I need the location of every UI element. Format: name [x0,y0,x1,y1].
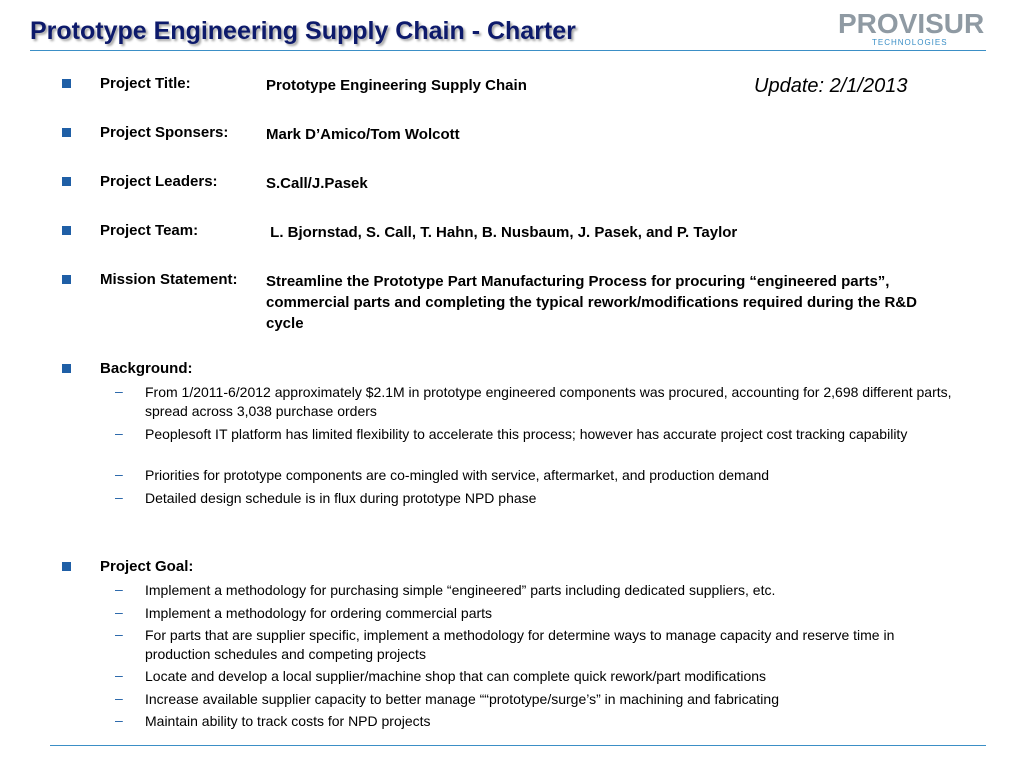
dash-bullet-icon: – [115,425,123,441]
field-value: Streamline the Prototype Part Manufacturing Process for procuring “engineered parts”, commercial parts and completing the typical rework/modifications required during the R&D cycle [266,273,917,332]
field-label: Project Title: [100,75,191,92]
dash-bullet-icon: – [115,690,123,706]
goal-item-text: Implement a methodology for ordering commercial parts [145,605,493,621]
dash-bullet-icon: – [115,712,123,728]
dash-bullet-icon: – [115,489,123,505]
square-bullet-icon [62,128,71,137]
goal-item-text: Increase available supplier capacity to better manage ““prototype/surge’s” in machining and fabricating [145,691,779,707]
provisur-logo [838,8,986,50]
field-value: Mark D’Amico/Tom Wolcott [266,126,460,143]
background-item-text: From 1/2011-6/2012 approximately $2.1M in prototype engineered components was procured, accounting for 2,698 different parts, spread across 3,038 purchase orders [145,384,952,419]
square-bullet-icon [62,177,71,186]
section-label: Project Goal: [100,558,194,575]
title-divider [30,50,986,51]
background-item-text: Detailed design schedule is in flux during prototype NPD phase [145,490,537,506]
goal-item-text: Locate and develop a local supplier/machine shop that can complete quick rework/part modifications [145,668,767,684]
field-value: S.Call/J.Pasek [266,175,368,192]
square-bullet-icon [62,364,71,373]
section-label: Background: [100,360,193,377]
square-bullet-icon [62,79,71,88]
field-label: Project Leaders: [100,173,218,190]
field-value: Prototype Engineering Supply Chain [266,77,527,94]
slide-title: Prototype Engineering Supply Chain - Charter [30,17,576,45]
square-bullet-icon [62,275,71,284]
footer-divider [50,745,986,746]
dash-bullet-icon: – [115,581,123,597]
square-bullet-icon [62,562,71,571]
goal-item-text: Implement a methodology for purchasing simple “engineered” parts including dedicated suppliers, etc. [145,582,776,598]
dash-bullet-icon: – [115,604,123,620]
goal-item-text: For parts that are supplier specific, implement a methodology for determine ways to manage capacity and reserve time in production schedules and competing projects [145,627,895,662]
field-label: Mission Statement: [100,271,238,288]
logo-wordmark: PROVISUR [838,8,985,39]
field-label: Project Team: [100,222,199,239]
field-value: L. Bjornstad, S. Call, T. Hahn, B. Nusbaum, J. Pasek, and P. Taylor [266,224,738,241]
background-item-text: Priorities for prototype components are co-mingled with service, aftermarket, and production demand [145,467,770,483]
goal-item-text: Maintain ability to track costs for NPD projects [145,713,431,729]
dash-bullet-icon: – [115,383,123,399]
dash-bullet-icon: – [115,667,123,683]
dash-bullet-icon: – [115,466,123,482]
background-item-text: Peoplesoft IT platform has limited flexibility to accelerate this process; however has accurate project cost tracking capability [145,426,908,442]
logo-subtitle: TECHNOLOGIES [872,38,948,47]
square-bullet-icon [62,226,71,235]
field-label: Project Sponsers: [100,124,229,141]
update-date: Update: 2/1/2013 [754,75,908,97]
dash-bullet-icon: – [115,626,123,642]
